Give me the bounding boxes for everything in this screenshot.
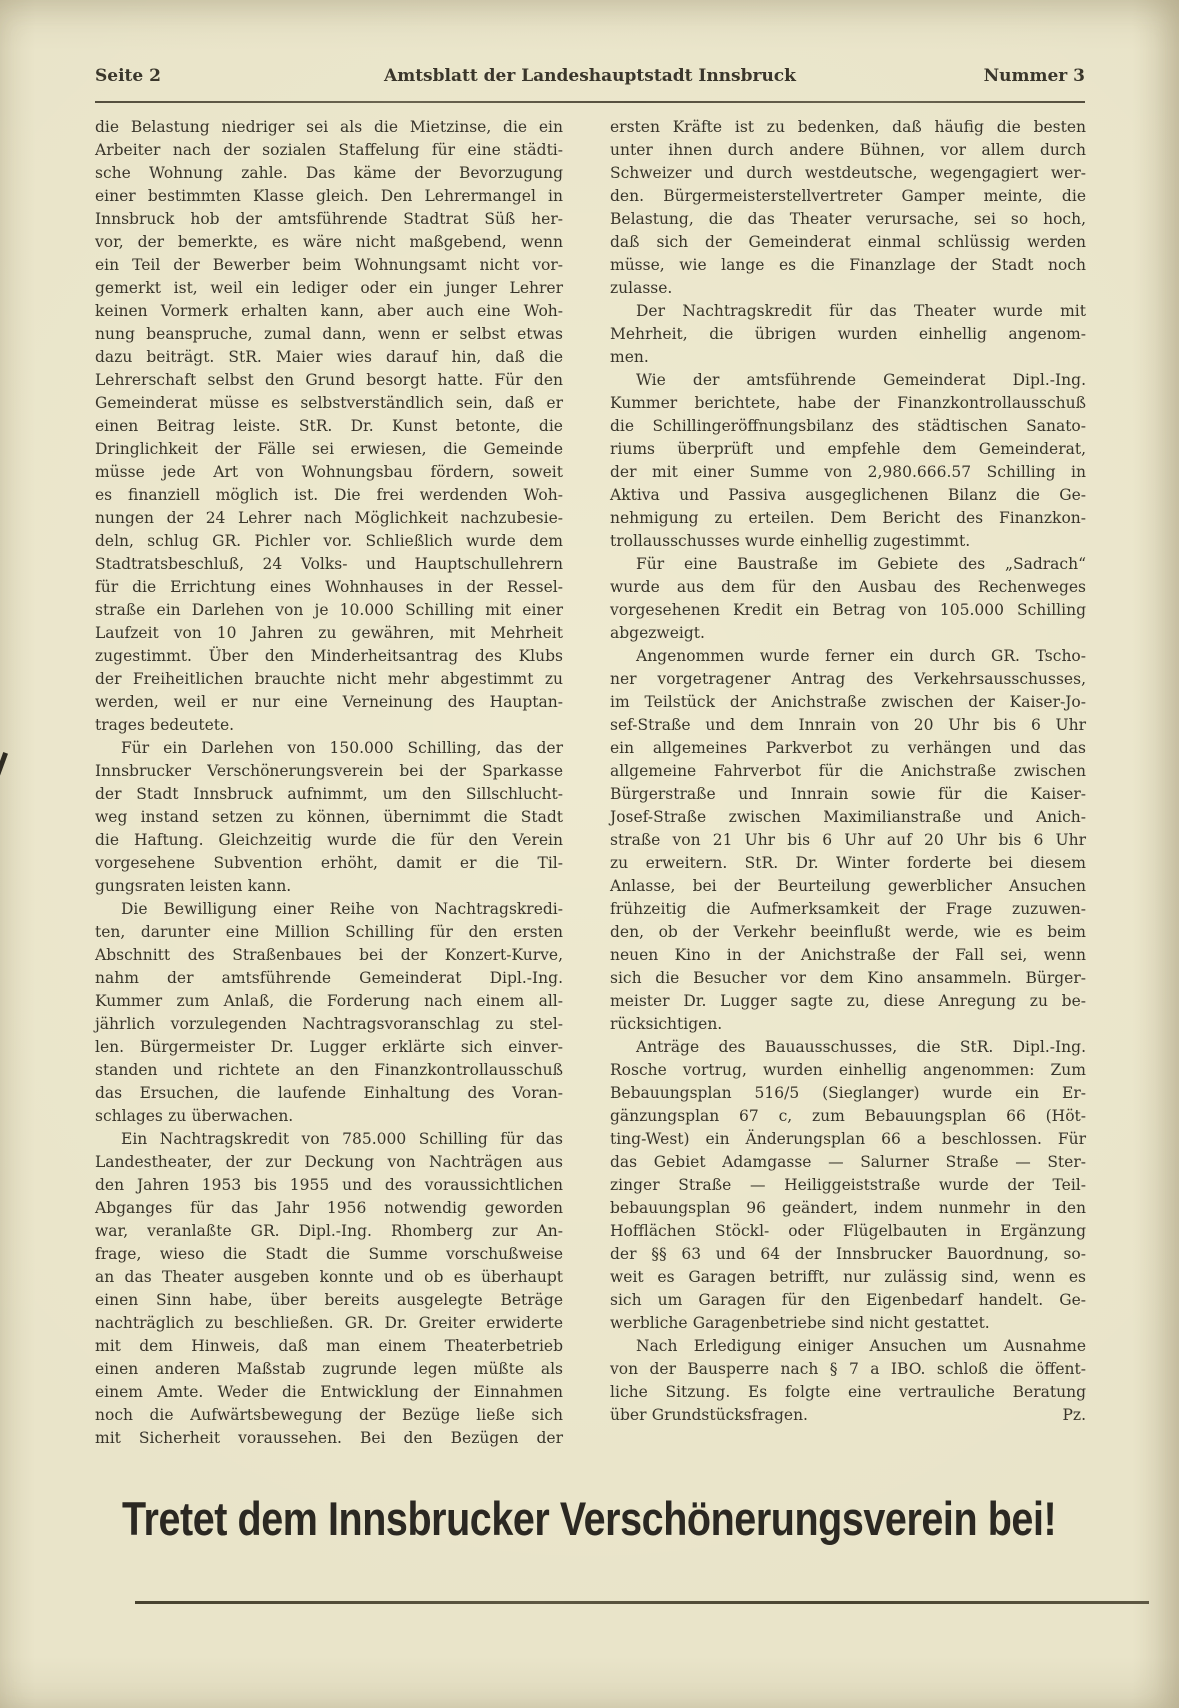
text-line: ein allgemeines Parkverbot zu verhängen und das — [610, 739, 1086, 757]
text-line: Wie der amtsführende Gemeinderat Dipl.-Ing. — [636, 371, 1086, 389]
text-line: nahm der amtsführende Gemeinderat Dipl.-Ing. — [95, 969, 563, 987]
text-line: meister Dr. Lugger sagte zu, diese Anregung zu be- — [610, 992, 1086, 1010]
text-line: der Freiheitlichen brauchte nicht mehr abgestimmt zu — [95, 670, 563, 688]
text-line: ting-West) ein Änderungsplan 66 a beschlossen. Für — [610, 1130, 1086, 1148]
text-line: den, ob der Verkehr beeinflußt werde, wie es beim — [610, 923, 1086, 941]
text-line: ner vorgetragener Antrag des Verkehrsausschusses, — [610, 670, 1086, 688]
text-line: müsse, wie lange es die Finanzlage der Stadt noch — [610, 256, 1086, 274]
text-line: Josef-Straße zwischen Maximilianstraße und Anich- — [610, 808, 1086, 826]
text-line: Innsbruck hob der amtsführende Stadtrat Süß her- — [95, 210, 563, 228]
text-line: werden, weil er nur eine Verneinung des Hauptan- — [95, 693, 563, 711]
text-line: Stadtratsbeschluß, 24 Volks- und Hauptschullehrern — [95, 555, 563, 573]
text-line: ten, darunter eine Million Schilling für den ersten — [95, 923, 563, 941]
text-line: noch die Aufwärtsbewegung der Bezüge ließe sich — [95, 1406, 563, 1424]
text-line: nung beanspruche, zumal dann, wenn er selbst etwas — [95, 325, 563, 343]
newspaper-title: Amtsblatt der Landeshauptstadt Innsbruck — [384, 66, 796, 86]
paragraph — [610, 116, 1086, 300]
text-line: gungsraten leisten kann. — [95, 877, 292, 895]
text-line: der mit einer Summe von 2,980.666.57 Schilling in — [610, 463, 1086, 481]
text-line: ersten Kräfte ist zu bedenken, daß häufig die besten — [610, 118, 1086, 136]
text-line: an das Theater ausgeben konnte und ob es überhaupt — [95, 1268, 563, 1286]
text-line: Belastung, die das Theater verursache, sei so hoch, — [610, 210, 1086, 228]
text-line: sich die Besucher vor dem Kino ansammeln. Bürger- — [610, 969, 1086, 987]
text-line: deln, schlug GR. Pichler vor. Schließlich wurde dem — [95, 532, 563, 550]
text-line: Die Bewilligung einer Reihe von Nachtragskredi- — [121, 900, 563, 918]
text-line: einen anderen Maßstab zugrunde legen müßte als — [95, 1360, 563, 1378]
text-line: Laufzeit von 10 Jahren zu gewähren, mit Mehrheit — [95, 624, 563, 642]
text-line: Abganges für das Jahr 1956 notwendig geworden — [95, 1199, 563, 1217]
paragraph — [95, 1128, 563, 1450]
text-line: rücksichtigen. — [610, 1015, 723, 1033]
text-line: Abschnitt des Straßenbaues bei der Konzert-Kurve, — [95, 946, 563, 964]
text-line: vorgesehene Subvention erhöht, damit er die Til- — [95, 854, 563, 872]
text-line: gänzungsplan 67 c, zum Bebauungsplan 66 (Höt- — [610, 1107, 1086, 1125]
text-line: standen und richtete an den Finanzkontrollausschuß — [95, 1061, 563, 1079]
header-divider-rule — [95, 101, 1085, 103]
paragraph — [610, 369, 1086, 553]
text-line: dazu beiträgt. StR. Maier wies darauf hin, daß die — [95, 348, 563, 366]
paragraph — [610, 1036, 1086, 1335]
text-line: Bebauungsplan 516/5 (Sieglanger) wurde ein Er- — [610, 1084, 1086, 1102]
text-line: das Ersuchen, die laufende Einhaltung des Voran- — [95, 1084, 563, 1102]
text-line: ein Teil der Bewerber beim Wohnungsamt nicht vor- — [95, 256, 563, 274]
text-line: einem Amte. Weder die Entwicklung der Einnahmen — [95, 1383, 563, 1401]
text-line: einen Beitrag leiste. StR. Dr. Kunst betonte, die — [95, 417, 563, 435]
text-line: trages bedeutete. — [95, 716, 235, 734]
text-line: neuen Kino in der Anichstraße der Fall sei, wenn — [610, 946, 1086, 964]
text-line: vor, der bemerkte, es wäre nicht maßgebend, wenn — [95, 233, 563, 251]
right-column — [610, 116, 1086, 1427]
text-line: Lehrerschaft selbst den Grund besorgt hatte. Für den — [95, 371, 563, 389]
text-line: Angenommen wurde ferner ein durch GR. Tscho- — [636, 647, 1086, 665]
text-line: jährlich vorzulegenden Nachtragsvoranschlag zu stel- — [95, 1015, 563, 1033]
issue-number-label: Nummer 3 — [983, 66, 1085, 86]
paragraph — [95, 116, 563, 737]
text-line: im Teilstück der Anichstraße zwischen der Kaiser-Jo- — [610, 693, 1086, 711]
text-line: die Haftung. Gleichzeitig wurde die für den Verein — [95, 831, 563, 849]
author-initials: Pz. — [1062, 1406, 1086, 1424]
text-line: es finanziell möglich ist. Die frei werdenden Woh- — [95, 486, 563, 504]
text-line: das Gebiet Adamgasse — Salurner Straße — Ster- — [610, 1153, 1086, 1171]
text-line: Innsbrucker Verschönerungsverein bei der Sparkasse — [95, 762, 563, 780]
paragraph — [610, 1335, 1086, 1427]
text-line: nehmigung zu erteilen. Dem Bericht des Finanzkon- — [610, 509, 1086, 527]
text-line: weg instand setzen zu können, übernimmt die Stadt — [95, 808, 563, 826]
text-line: liche Sitzung. Es folgte eine vertrauliche Beratung — [610, 1383, 1086, 1401]
text-line: daß sich der Gemeinderat einmal schlüssig werden — [610, 233, 1086, 251]
text-line: weit es Garagen betrifft, nur zulässig sind, wenn es — [610, 1268, 1086, 1286]
text-line: den. Bürgermeisterstellvertreter Gamper meinte, die — [610, 187, 1086, 205]
text-line: die Schillingeröffnungsbilanz des städtischen Sanato- — [610, 417, 1086, 435]
text-line: von der Bausperre nach § 7 a IBO. schloß die öffent- — [610, 1360, 1086, 1378]
text-line: bebauungsplan 96 geändert, indem nunmehr in den — [610, 1199, 1086, 1217]
text-line: Landestheater, der zur Deckung von Nachträgen aus — [95, 1153, 563, 1171]
text-line: sche Wohnung zahle. Das käme der Bevorzugung — [95, 164, 563, 182]
paragraph — [95, 898, 563, 1128]
text-line: zu erweitern. StR. Dr. Winter forderte bei diesem — [610, 854, 1086, 872]
text-line: Kummer zum Anlaß, die Forderung nach einem all- — [95, 992, 563, 1010]
text-line: Dringlichkeit der Fälle sei erwiesen, die Gemeinde — [95, 440, 563, 458]
text-line: wurde aus dem für den Ausbau des Rechenweges — [610, 578, 1086, 596]
text-line: die Belastung niedriger sei als die Mietzinse, die ein — [95, 118, 563, 136]
paragraph — [610, 645, 1086, 1036]
text-line: Für ein Darlehen von 150.000 Schilling, das der — [121, 739, 563, 757]
text-line: sich um Garagen für den Eigenbedarf handelt. Ge- — [610, 1291, 1086, 1309]
page-number-label: Seite 2 — [95, 66, 161, 86]
text-line: frage, wieso die Stadt die Summe vorschußweise — [95, 1245, 563, 1263]
text-line: der Stadt Innsbruck aufnimmt, um den Sillschlucht- — [95, 785, 563, 803]
text-line: Bürgerstraße und Innrain sowie für die Kaiser- — [610, 785, 1086, 803]
text-line: unter ihnen durch andere Bühnen, vor allem durch — [610, 141, 1086, 159]
text-line: einer bestimmten Klasse gleich. Den Lehrermangel in — [95, 187, 563, 205]
banner-text: Tretet dem Innsbrucker Verschönerungsverein bei! — [122, 1491, 1057, 1545]
paragraph — [610, 553, 1086, 645]
text-line: schlages zu überwachen. — [95, 1107, 294, 1125]
text-line: Ein Nachtragskredit von 785.000 Schilling für das — [121, 1130, 563, 1148]
left-column — [95, 116, 563, 1450]
membership-appeal-banner — [0, 1483, 1179, 1553]
text-line: straße von 21 Uhr bis 6 Uhr auf 20 Uhr bis 6 Uhr — [610, 831, 1086, 849]
text-line: mit Sicherheit voraussehen. Bei den Bezügen der — [95, 1429, 563, 1447]
page-header — [95, 66, 1085, 92]
text-line: vorgesehenen Kredit ein Betrag von 105.000 Schilling — [610, 601, 1086, 619]
text-line-fragment: über Grundstücksfragen. — [610, 1406, 808, 1424]
text-line: Gemeinderat müsse es selbstverständlich sein, daß er — [95, 394, 563, 412]
text-line: Hofflächen Stöckl- oder Flügelbauten in Ergänzung — [610, 1222, 1086, 1240]
text-line: zulasse. — [610, 279, 673, 297]
text-line: Aktiva und Passiva ausgeglichenen Bilanz die Ge- — [610, 486, 1086, 504]
text-line: mit dem Hinweis, daß man einem Theaterbetrieb — [95, 1337, 563, 1355]
text-line: müsse jede Art von Wohnungsbau fördern, soweit — [95, 463, 563, 481]
text-line: nungen der 24 Lehrer nach Möglichkeit nachzubesie- — [95, 509, 563, 527]
text-line: werbliche Garagenbetriebe sind nicht gestattet. — [610, 1314, 990, 1332]
text-line: Rosche vortrug, wurden einhellig angenommen: Zum — [610, 1061, 1086, 1079]
text-line: den Jahren 1953 bis 1955 und des voraussichtlichen — [95, 1176, 563, 1194]
text-line: Der Nachtragskredit für das Theater wurde mit — [636, 302, 1086, 320]
text-line: keinen Vormerk erhalten kann, aber auch eine Woh- — [95, 302, 563, 320]
text-line: Arbeiter nach der sozialen Staffelung für eine städti- — [95, 141, 563, 159]
text-line: straße ein Darlehen von je 10.000 Schilling mit einer — [95, 601, 563, 619]
text-line: sef-Straße und dem Innrain von 20 Uhr bis 6 Uhr — [610, 716, 1086, 734]
text-line: Mehrheit, die übrigen wurden einhellig angenom- — [610, 325, 1086, 343]
text-line: abgezweigt. — [610, 624, 705, 642]
text-line — [610, 1404, 1086, 1427]
paragraph — [610, 300, 1086, 369]
text-line: men. — [610, 348, 649, 366]
text-line: Anlasse, bei der Beurteilung gewerblicher Ansuchen — [610, 877, 1086, 895]
text-line: Nach Erledigung einiger Ansuchen um Ausnahme — [636, 1337, 1086, 1355]
text-line: einen Sinn habe, über bereits ausgelegte Beträge — [95, 1291, 563, 1309]
text-line: war, veranlaßte GR. Dipl.-Ing. Rhomberg zur An- — [95, 1222, 563, 1240]
text-line: für die Errichtung eines Wohnhauses in der Ressel- — [95, 578, 563, 596]
text-line: riums überprüft und empfehle dem Gemeinderat, — [610, 440, 1086, 458]
text-line: der §§ 63 und 64 der Innsbrucker Bauordnung, so- — [610, 1245, 1086, 1263]
text-line: zugestimmt. Über den Minderheitsantrag des Klubs — [95, 647, 563, 665]
text-line: nachträglich zu beschließen. GR. Dr. Greiter erwiderte — [95, 1314, 563, 1332]
text-line: frühzeitig die Aufmerksamkeit der Frage zuzuwen- — [610, 900, 1086, 918]
text-line: zinger Straße — Heiliggeiststraße wurde der Teil- — [610, 1176, 1086, 1194]
text-line: Schweizer und durch westdeutsche, wegengagiert wer- — [610, 164, 1086, 182]
text-line: allgemeine Fahrverbot für die Anichstraße zwischen — [610, 762, 1086, 780]
text-line: trollausschusses wurde einhellig zugestimmt. — [610, 532, 971, 550]
text-line: len. Bürgermeister Dr. Lugger erklärte sich einver- — [95, 1038, 563, 1056]
text-line: gemerkt ist, weil ein lediger oder ein junger Lehrer — [95, 279, 563, 297]
banner-divider-rule — [135, 1601, 1149, 1604]
text-line: Anträge des Bauausschusses, die StR. Dipl.-Ing. — [636, 1038, 1086, 1056]
text-line: Für eine Baustraße im Gebiete des „Sadrach“ — [636, 555, 1086, 573]
paragraph — [95, 737, 563, 898]
text-line: Kummer berichtete, habe der Finanzkontrollausschuß — [610, 394, 1086, 412]
